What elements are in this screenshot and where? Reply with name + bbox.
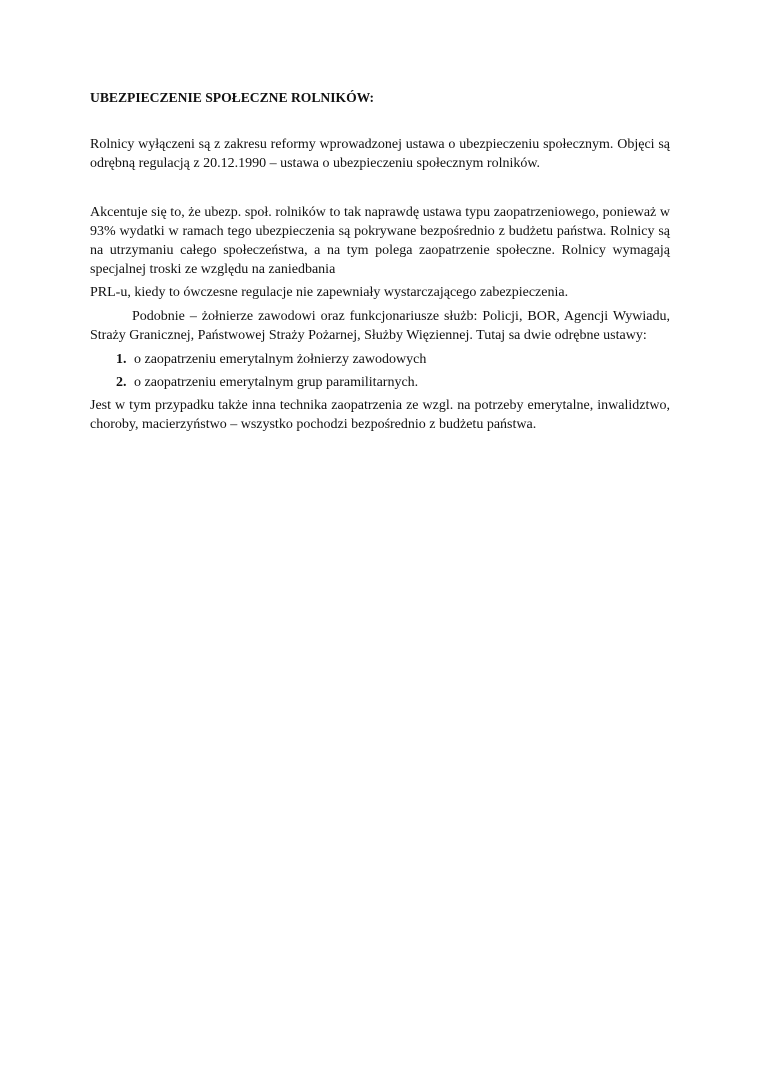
list-item-text: o zaopatrzeniu emerytalnym grup paramilitarnych. (134, 375, 419, 390)
paragraph-prl-regulations: PRL-u, kiedy to ówczesne regulacje nie zapewniały wystarczającego zabezpieczenia. (90, 285, 569, 300)
paragraph-farmers-exclusion: Rolnicy wyłączeni są z zakresu reformy wprowadzonej ustawa o ubezpieczeniu społecznym. Objęci są odrębną regulacją z 20.12.1990 – ustawa o ubezpieczeniu społecznym rolników. (90, 137, 670, 171)
list-item-text: o zaopatrzeniu emerytalnym żołnierzy zawodowych (134, 352, 427, 367)
list-item (90, 350, 670, 369)
paragraph-provision-character: Akcentuje się to, że ubezp. społ. rolników to tak naprawdę ustawa typu zaopatrzeniowego, ponieważ w 93% wydatki w ramach tego ubezpieczenia są pokrywane bezpośrednio z budżetu państwa. Rolnicy są na utrzymaniu całego społeczeństwa, a na tym polega zaopatrzenie społeczne. Rolnicy wymagają specjalnej troski ze względu na zaniedbania (90, 205, 670, 277)
document-title: UBEZPIECZENIE SPOŁECZNE ROLNIKÓW: (90, 90, 375, 105)
list-item (90, 373, 670, 392)
list-item-number: 2. (116, 375, 127, 390)
acts-list (90, 350, 670, 392)
list-item-number: 1. (116, 352, 127, 367)
document-body (90, 88, 670, 434)
paragraph-soldiers-officers: Podobnie – żołnierze zawodowi oraz funkcjonariusze służb: Policji, BOR, Agencji Wywiadu, Straży Granicznej, Państwowej Straży Pożarnej, Służby Więziennej. Tutaj sa dwie odrębne ustawy: (90, 309, 670, 343)
paragraph-financing-technique: Jest w tym przypadku także inna technika zaopatrzenia ze wzgl. na potrzeby emerytalne, inwalidztwo, choroby, macierzyństwo – wszystko pochodzi bezpośrednio z budżetu państwa. (90, 398, 670, 432)
